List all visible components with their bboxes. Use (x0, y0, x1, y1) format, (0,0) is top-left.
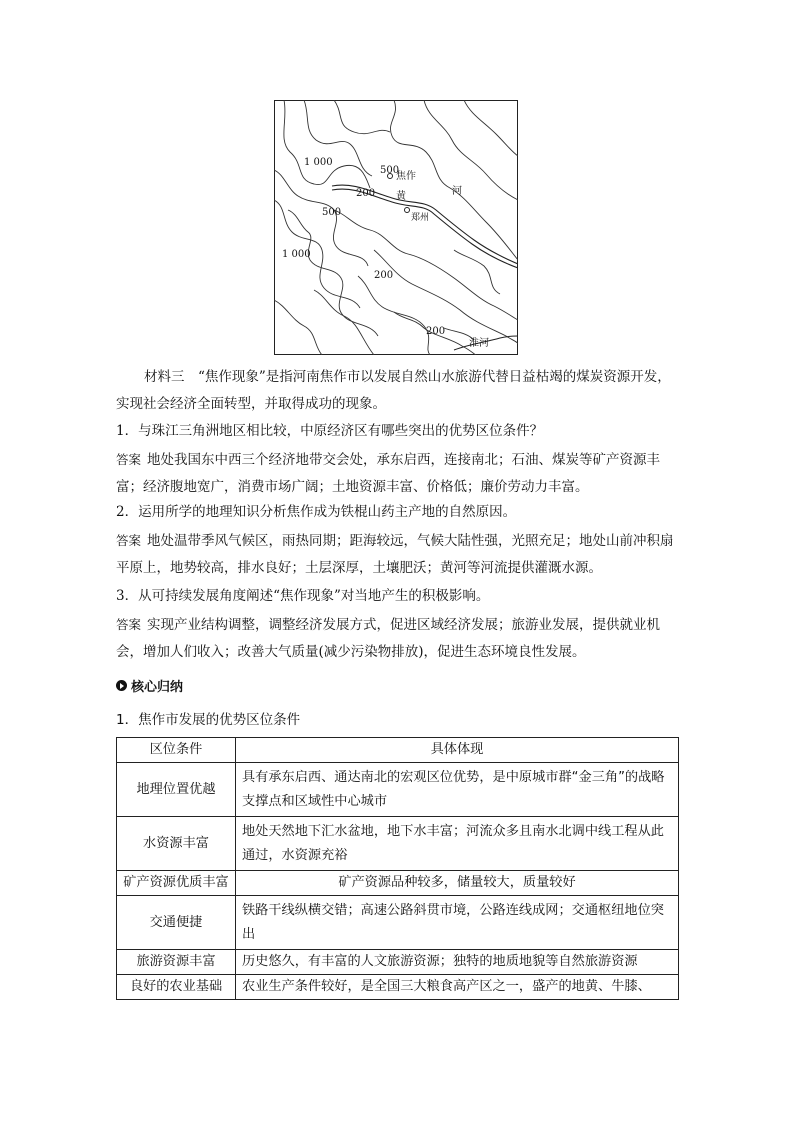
core-summary-heading (116, 676, 183, 695)
contour-label-1000-top: 1 000 (304, 157, 333, 168)
table-row (117, 817, 679, 871)
table-cell-detail: 地处天然地下汇水盆地，地下水丰富；河流众多且南水北调中线工程从此通过，水资源充裕 (236, 817, 679, 871)
map-drawing (274, 100, 518, 355)
contour-label-1000-left: 1 000 (282, 249, 311, 260)
table-cell-condition: 水资源丰富 (117, 817, 236, 871)
table-cell-detail: 铁路干线纵横交错；高速公路斜贯市境，公路连线成网；交通枢纽地位突出 (236, 896, 679, 950)
table-cell-condition: 交通便捷 (117, 896, 236, 950)
question-1: 1．与珠江三角洲地区相比较，中原经济区有哪些突出的优势区位条件？ (116, 423, 544, 439)
table-cell-detail: 具有承东启西、通达南北的宏观区位优势，是中原城市群“金三角”的战略支撑点和区域性中心城市 (236, 763, 679, 817)
answer-1-text: 地处我国东中西三个经济地带交会处，承东启西，连接南北；石油、煤炭等矿产资源丰富；经济腹地宽广，消费市场广阔；土地资源丰富、价格低；廉价劳动力丰富。 (116, 452, 661, 495)
table-cell-detail: 矿产资源品种较多，储量较大，质量较好 (236, 871, 679, 896)
question-2: 2．运用所学的地理知识分析焦作成为铁棍山药主产地的自然原因。 (116, 504, 517, 520)
answer-1 (116, 446, 680, 501)
table-header-row (117, 738, 679, 763)
answer-label: 答案 (116, 452, 142, 467)
section-title: 1．焦作市发展的优势区位条件 (116, 712, 301, 728)
contour-label-500-left: 500 (322, 207, 342, 218)
table-row (117, 975, 679, 1000)
river-label-huaihe: 淮河 (469, 338, 489, 349)
table-cell-detail: 历史悠久，有丰富的人文旅游资源；独特的地质地貌等自然旅游资源 (236, 950, 679, 975)
contour-label-500-top: 500 (380, 165, 400, 176)
table-header-cell: 具体体现 (236, 738, 679, 763)
river-label-he: 河 (452, 186, 462, 197)
river-label-huang: 黄 (396, 191, 406, 202)
table-row (117, 950, 679, 975)
contour-label-200-bottom: 200 (426, 326, 446, 337)
table-cell-condition: 良好的农业基础 (117, 975, 236, 1000)
play-circle-icon (116, 680, 127, 691)
material-three-text: 材料三 “焦作现象”是指河南焦作市以发展自然山水旅游代替日益枯竭的煤炭资源开发，实现社会经济全面转型，并取得成功的现象。 (116, 369, 671, 412)
table-header-cell: 区位条件 (117, 738, 236, 763)
table-row (117, 871, 679, 896)
answer-label: 答案 (116, 533, 142, 548)
core-summary-title: 核心归纳 (131, 680, 184, 695)
table-cell-condition: 矿产资源优质丰富 (117, 871, 236, 896)
answer-2-text: 地处温带季风气候区，雨热同期；距海较远，气候大陆性强，光照充足；地处山前冲积扇平原上，地势较高，排水良好；土层深厚，土壤肥沃；黄河等河流提供灌溉水源。 (116, 533, 674, 576)
answer-label: 答案 (116, 617, 142, 632)
location-conditions-table (116, 737, 679, 1000)
contour-label-200-top: 200 (356, 188, 376, 199)
answer-3 (116, 611, 680, 666)
city-label-zhengzhou: 郑州 (411, 213, 430, 223)
topographic-map (274, 100, 518, 355)
answer-3-text: 实现产业结构调整，调整经济发展方式，促进区域经济发展；旅游业发展，提供就业机会，增加人们收入；改善大气质量(减少污染物排放)，促进生态环境良性发展。 (116, 617, 661, 660)
answer-2 (116, 527, 680, 582)
table-row (117, 763, 679, 817)
table-cell-condition: 地理位置优越 (117, 763, 236, 817)
city-label-jiaozuo: 焦作 (396, 171, 416, 182)
table-row (117, 896, 679, 950)
table-cell-detail: 农业生产条件较好，是全国三大粮食高产区之一，盛产的地黄、牛膝、 (236, 975, 679, 1000)
contour-label-200-mid: 200 (374, 270, 394, 281)
question-3: 3．从可持续发展角度阐述“焦作现象”对当地产生的积极影响。 (116, 588, 490, 604)
table-cell-condition: 旅游资源丰富 (117, 950, 236, 975)
